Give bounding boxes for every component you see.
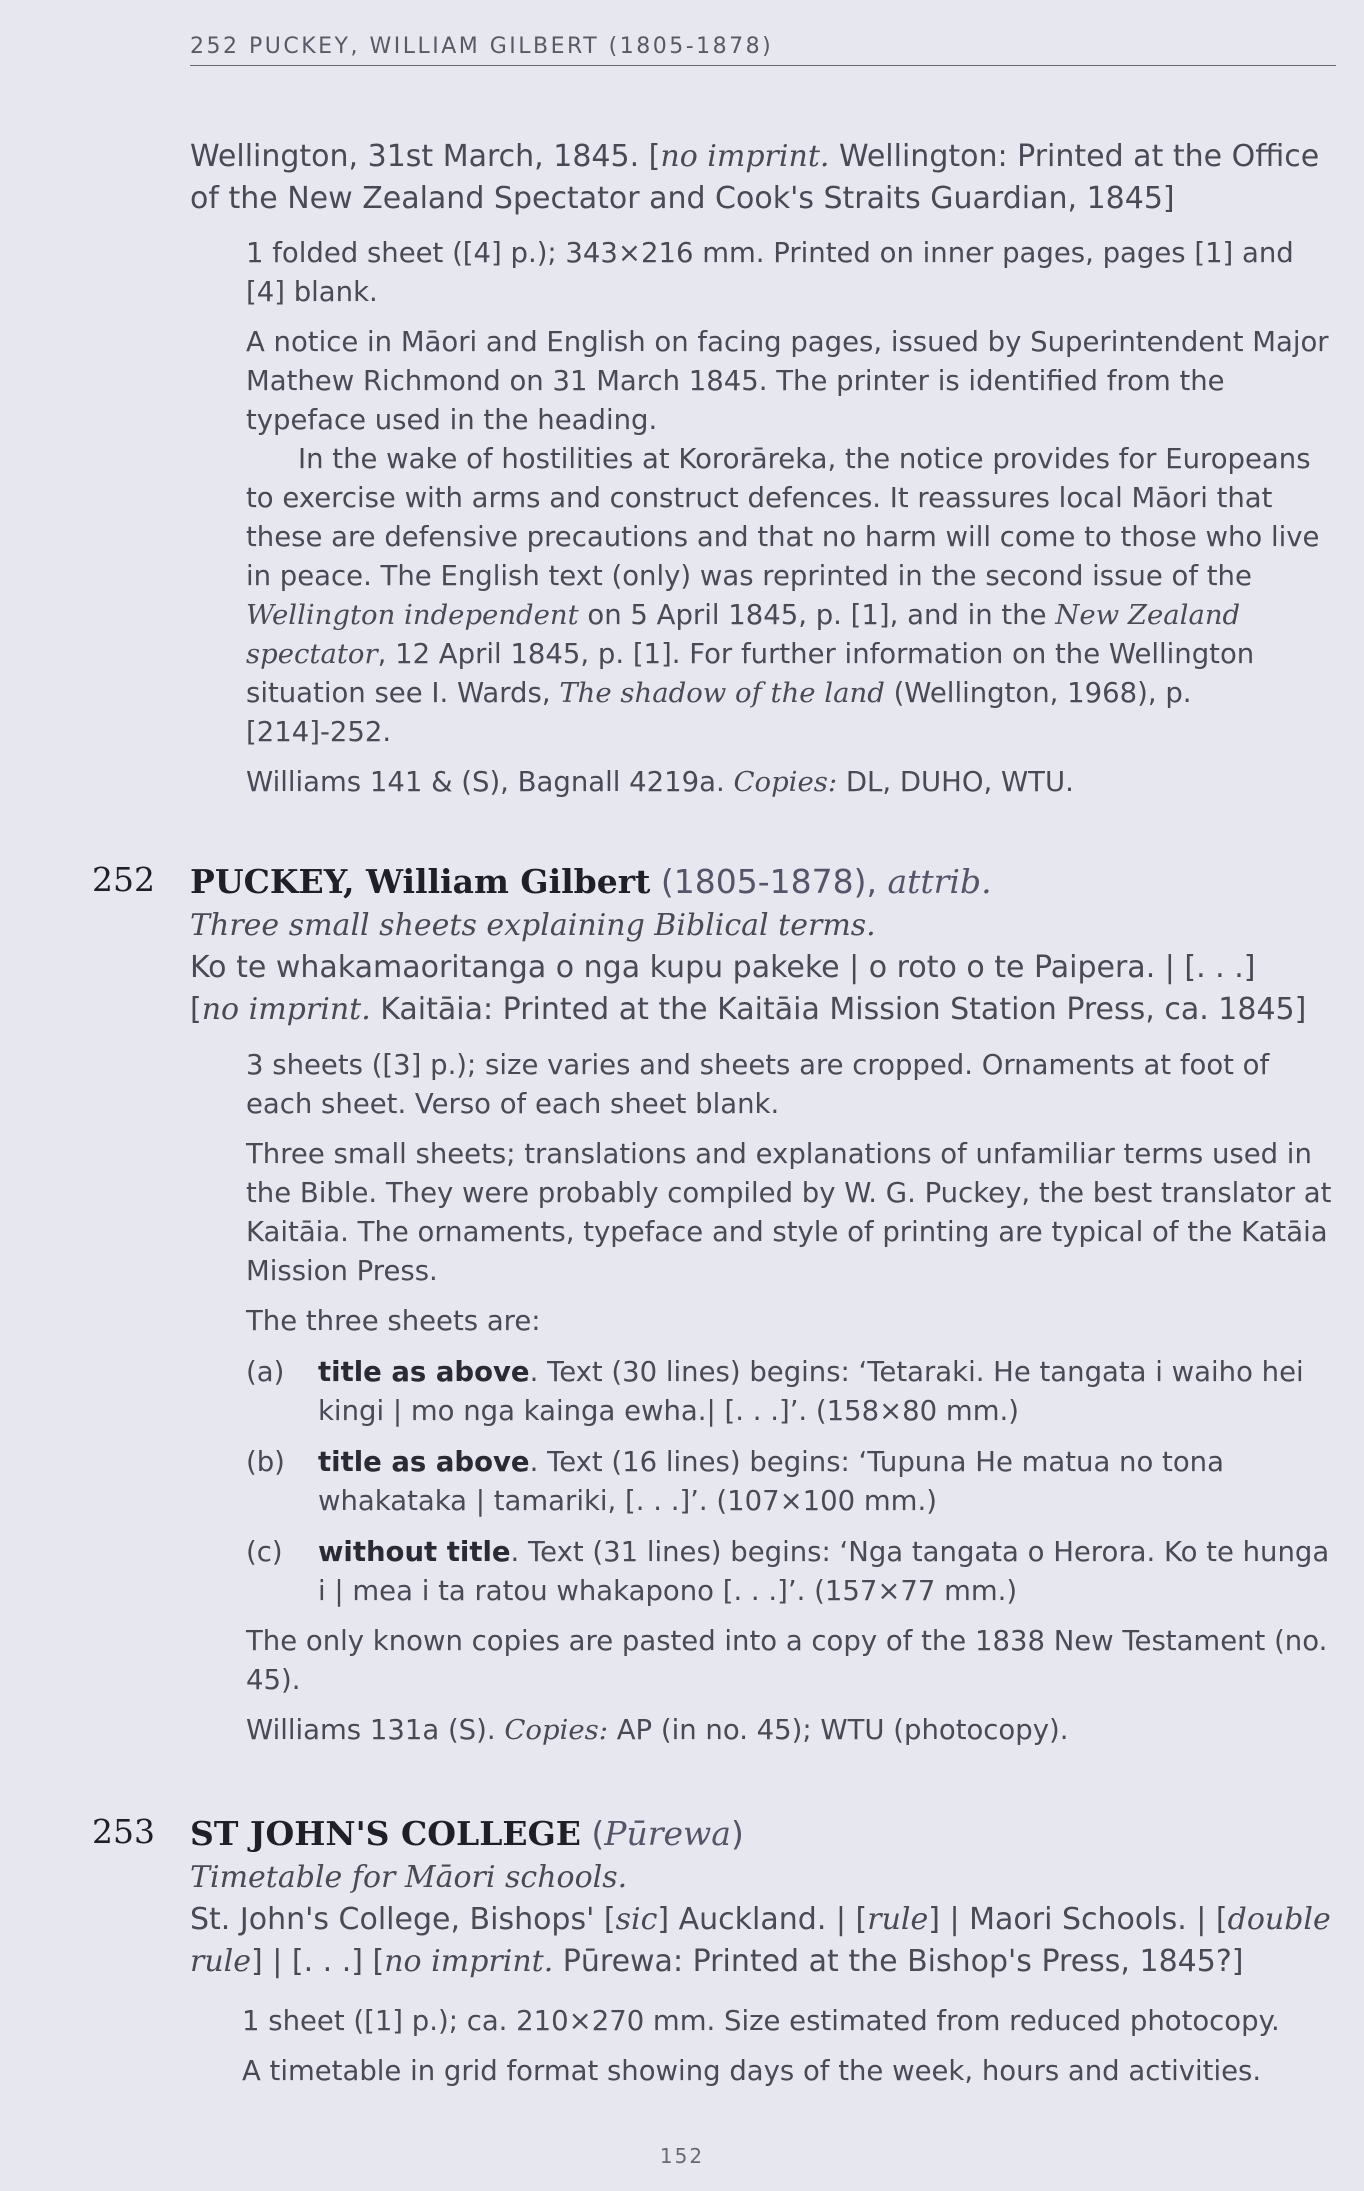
transcribed-title: St. John's College, Bishops' [sic] Auckland. | [rule] | Maori Schools. | [double rule] | [. . .] [no imprint. Pūrewa: Printed at the Bishop's Press, 1845?] (190, 1902, 1331, 1979)
note: A notice in Māori and English on facing pages, issued by Superintendent Major Mathew Richmond on 31 March 1845. The printer is identified from the typeface used in the heading. (246, 326, 1329, 436)
entry-number: 252 (92, 860, 155, 899)
entry-253-body (242, 2002, 1336, 2091)
short-title: Timetable for Māori schools. (190, 1860, 628, 1895)
list-item: (b) title as above. Text (16 lines) begins: ‘Tupuna He matua no tona whakataka | tamariki, [. . .]’. (107×100 mm.) (246, 1446, 1224, 1517)
prev-entry-title: Wellington, 31st March, 1845. [no imprint. Wellington: Printed at the Office of the New Zealand Spectator and Cook's Straits Guardian, 1845] (190, 139, 1320, 216)
list-item: (a) title as above. Text (30 lines) begins: ‘Tetaraki. He tangata i waiho hei kingi | mo nga kainga ewha.| [. . .]’. (158×80 mm.) (246, 1356, 1304, 1427)
entry-252-heading (190, 860, 1340, 1031)
collation: 1 sheet ([1] p.); ca. 210×270 mm. Size estimated from reduced photocopy. (242, 2005, 1280, 2037)
imprint: [no imprint. Kaitāia: Printed at the Kaitāia Mission Station Press, ca. 1845] (190, 992, 1307, 1027)
note: Three small sheets; translations and explanations of unfamiliar terms used in the Bible. They were probably compiled by W. G. Puckey, the best translator at Kaitāia. The ornaments, typeface and style of printing are typical of the Katāia Mission Press. (246, 1138, 1332, 1287)
entry-number: 253 (92, 1812, 155, 1851)
entry-heading: PUCKEY, William Gilbert (1805-1878), attrib. (190, 862, 992, 901)
note: A timetable in grid format showing days of the week, hours and activities. (242, 2055, 1262, 2087)
collation: 3 sheets ([3] p.); size varies and sheets are cropped. Ornaments at foot of each sheet. Verso of each sheet blank. (246, 1049, 1270, 1120)
entry-252-body (246, 1046, 1336, 1750)
list-item: (c) without title. Text (31 lines) begins: ‘Nga tangata o Herora. Ko te hunga i | mea i ta ratou whakapono [. . .]’. (157×77 mm.) (246, 1536, 1330, 1607)
running-head: 252 PUCKEY, WILLIAM GILBERT (1805-1878) (190, 34, 1336, 66)
transcribed-title: Ko te whakamaoritanga o nga kupu pakeke | o roto o te Paipera. | [. . .] (190, 950, 1256, 985)
note: The only known copies are pasted into a copy of the 1838 New Testament (no. 45). (246, 1625, 1328, 1696)
references: Williams 131a (S). Copies: AP (in no. 45); WTU (photocopy). (246, 1714, 1069, 1746)
note: The three sheets are: (246, 1305, 541, 1337)
collation: 1 folded sheet ([4] p.); 343×216 mm. Printed on inner pages, pages [1] and [4] blank. (246, 237, 1294, 308)
prev-entry-body (246, 234, 1336, 802)
entry-253-heading (190, 1812, 1340, 1983)
page-number: 152 (659, 2144, 705, 2168)
short-title: Three small sheets explaining Biblical terms. (190, 908, 876, 943)
note: In the wake of hostilities at Kororāreka, the notice provides for Europeans to exercise with arms and construct defences. It reassures local Māori that these are defensive precautions and that no harm will come to those who live in peace. The English text (only) was reprinted in the second issue of the Wellington independent on 5 April 1845, p. [1], and in the New Zealand spectator, 12 April 1845, p. [1]. For further information on the Wellington situation see I. Wards, The shadow of the land (Wellington, 1968), p. [214]-252. (246, 443, 1320, 748)
entry-heading: ST JOHN'S COLLEGE (Pūrewa) (190, 1814, 744, 1853)
references: Williams 141 & (S), Bagnall 4219a. Copies: DL, DUHO, WTU. (246, 766, 1074, 798)
